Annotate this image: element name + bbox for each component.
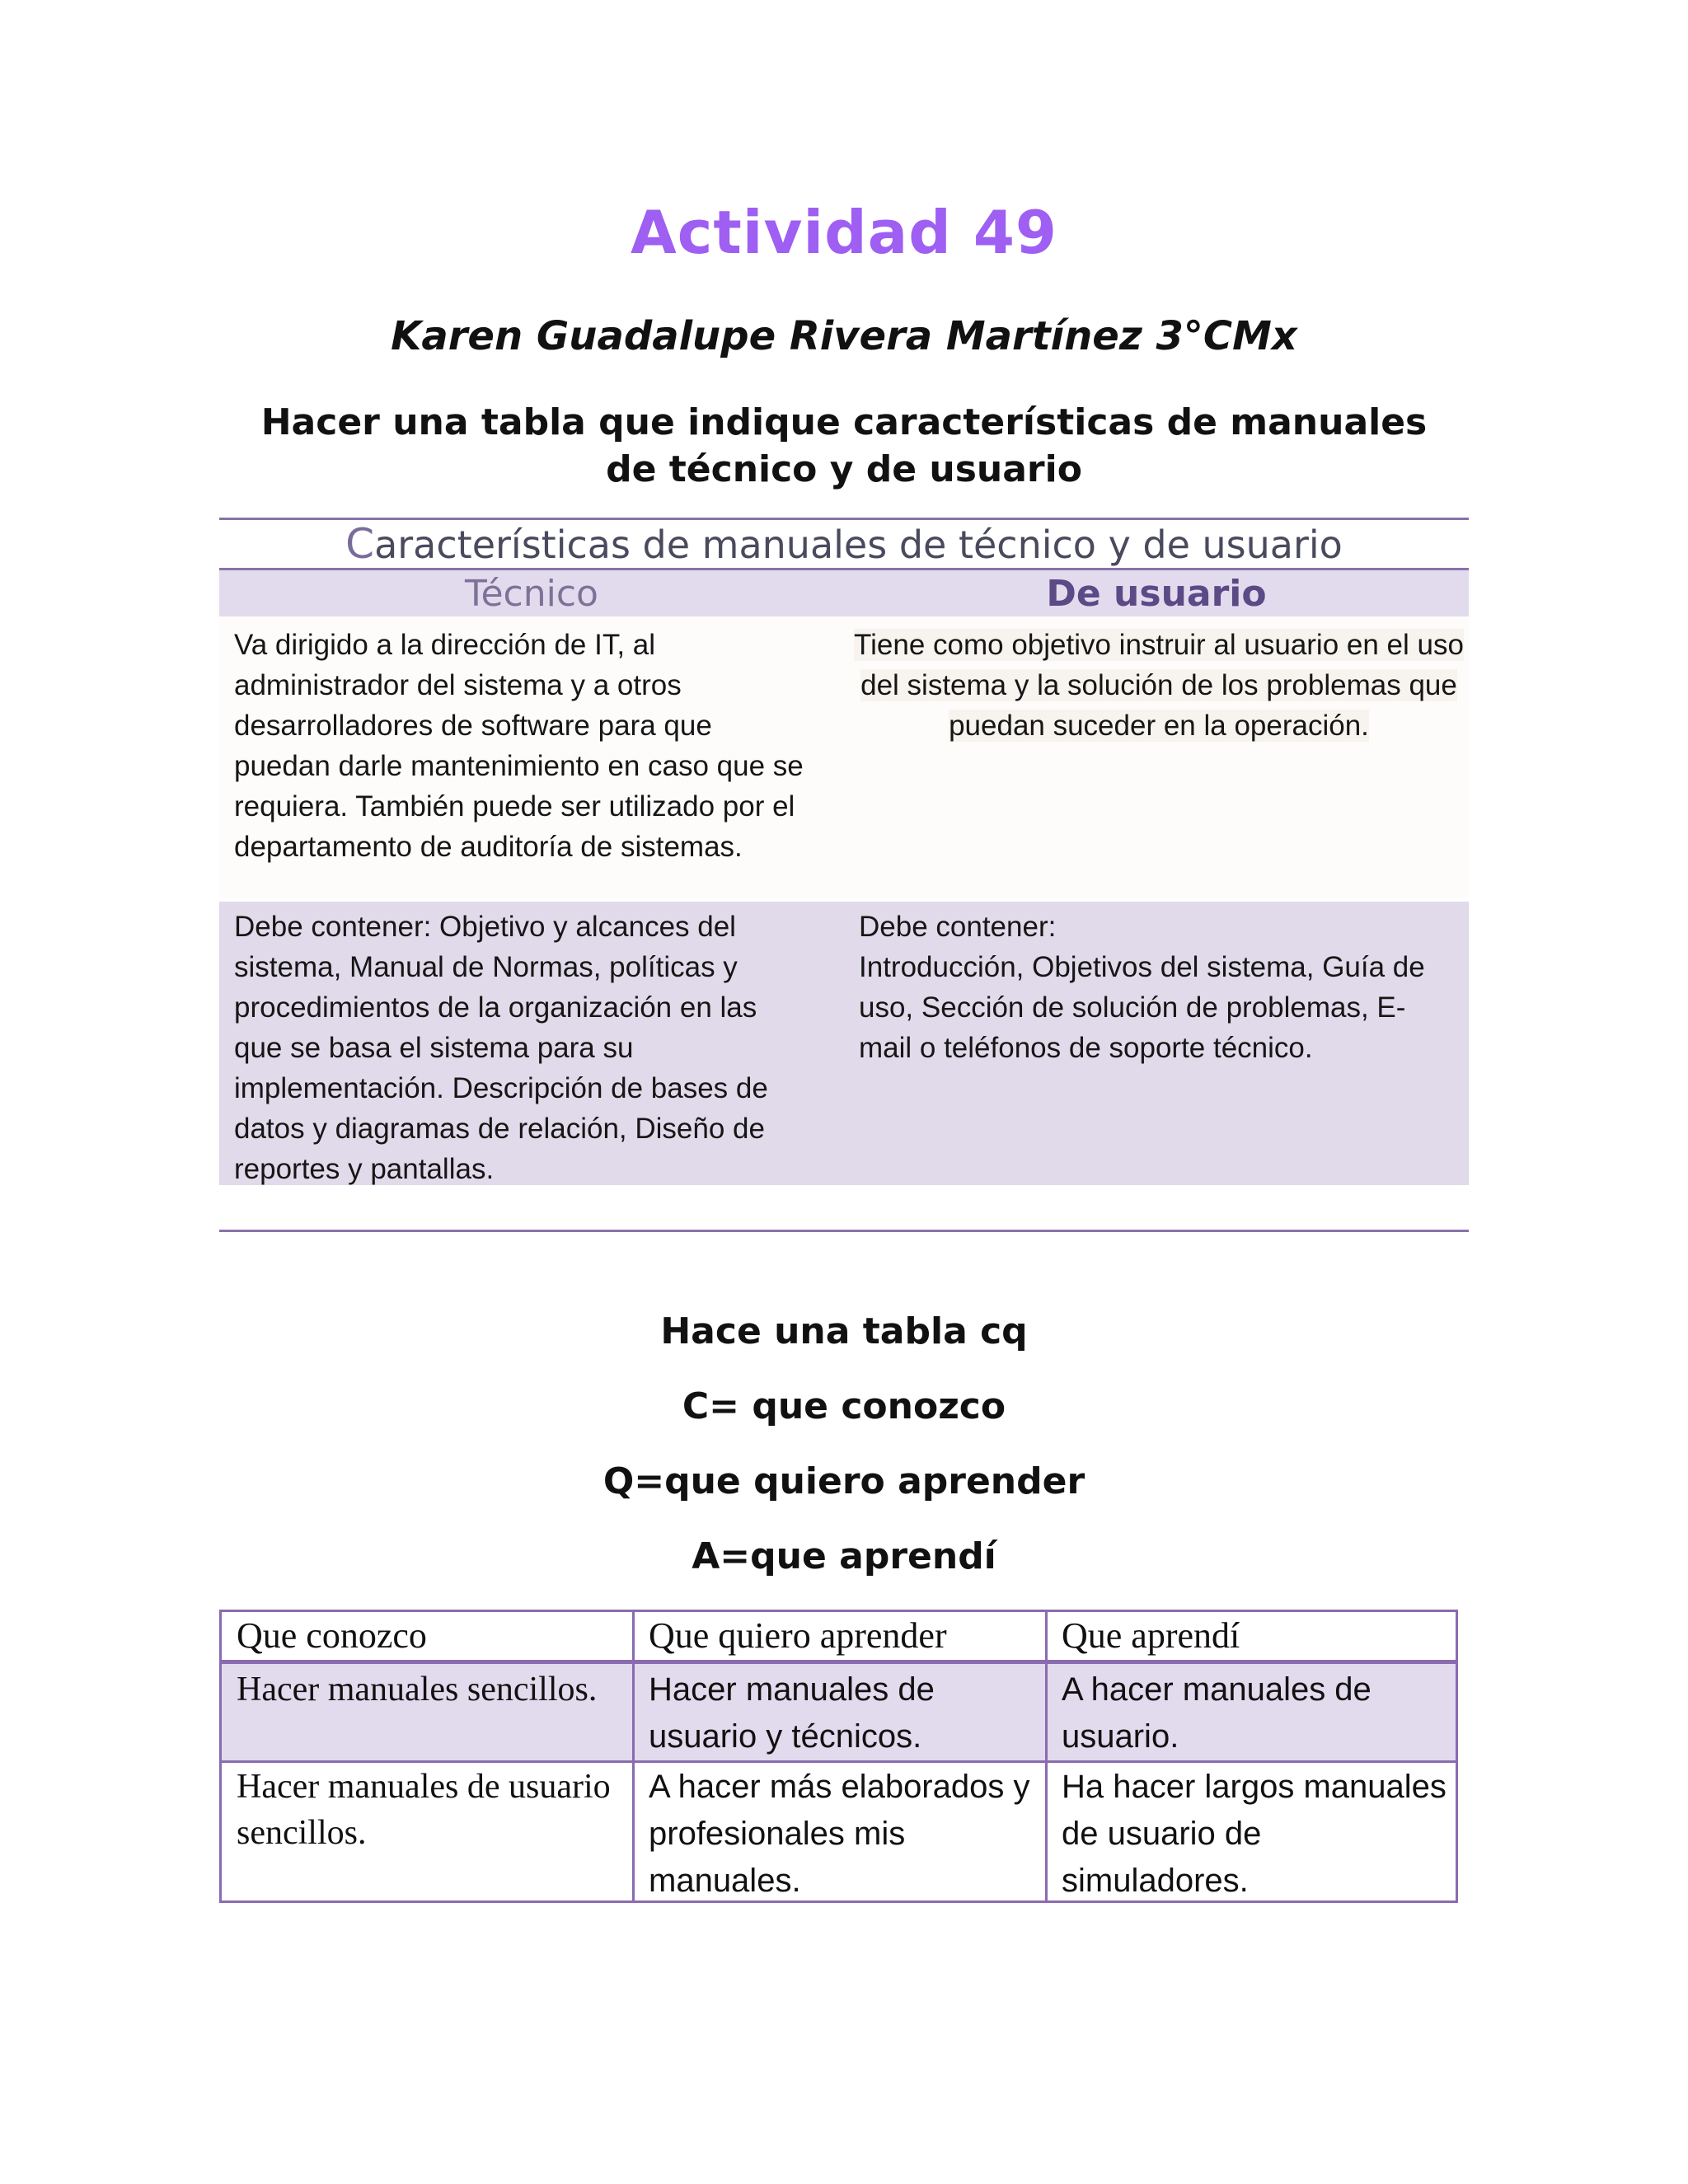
caption-text: aracterísticas de manuales de técnico y de usuario <box>374 523 1343 567</box>
cqa-heading: Hace una tabla cq <box>660 1310 1028 1352</box>
header-que-quiero-aprender: Que quiero aprender <box>649 1615 947 1656</box>
cell-row1-conozco: Hacer manuales sencillos. <box>237 1671 598 1708</box>
column-divider <box>1045 1612 1048 1900</box>
header-que-conozco: Que conozco <box>237 1615 427 1656</box>
cqa-a-definition: A=que aprendí <box>692 1535 996 1577</box>
header-que-aprendi: Que aprendí <box>1062 1615 1240 1656</box>
cell-usuario-objective-text: Tiene como objetivo instruir al usuario en el uso del sistema y la solución de los problemas que puedan suceder en la operación. <box>854 629 1464 742</box>
cell-usuario-objective <box>854 625 1464 746</box>
task-instruction: Hacer una tabla que indique características de manuales de técnico y de usuario <box>260 401 1428 490</box>
author-name: Karen Guadalupe Rivera Martínez 3°CMx <box>391 313 1297 359</box>
cell-usuario-contents <box>859 907 1452 1068</box>
cell-row1-quiero: Hacer manuales de usuario y técnicos. <box>649 1671 935 1755</box>
cell-tecnico-contents: Debe contener: Objetivo y alcances del sistema, Manual de Normas, políticas y procedimientos de la organización en las que se basa el sistema para su implementación. Descripción de bases de datos y diagramas de relación, Diseño de reportes y pantallas. <box>234 911 768 1185</box>
column-divider <box>632 1612 635 1900</box>
cell-row2-conozco: Hacer manuales de usuario sencillos. <box>237 1768 611 1852</box>
table-bottom-rule <box>219 1230 1469 1232</box>
caption-initial: C <box>345 520 375 568</box>
header-tecnico: Técnico <box>465 573 598 615</box>
cell-row2-aprendi: Ha hacer largos manuales de usuario de simuladores. <box>1062 1769 1447 1899</box>
cqa-q-definition: Q=que quiero aprender <box>603 1460 1085 1502</box>
header-divider <box>222 1660 1456 1664</box>
cell-usuario-contents-label: Debe contener: <box>859 911 1057 943</box>
table-top-rule <box>219 518 1469 520</box>
header-de-usuario: De usuario <box>1046 573 1267 615</box>
cell-row1-aprendi: A hacer manuales de usuario. <box>1062 1671 1372 1755</box>
cell-usuario-contents-text: Introducción, Objetivos del sistema, Guía de uso, Sección de solución de problemas, E-mail o teléfonos de soporte técnico. <box>859 951 1425 1064</box>
cell-tecnico-audience: Va dirigido a la dirección de IT, al administrador del sistema y a otros desarrolladores de software para que puedan darle mantenimiento en caso que se requiera. También puede ser utilizado por el departamento de auditoría de sistemas. <box>234 629 804 863</box>
table-header-row <box>219 570 1469 616</box>
page-title: Actividad 49 <box>630 198 1058 267</box>
cell-row2-quiero: A hacer más elaborados y profesionales mis manuales. <box>649 1769 1030 1899</box>
cqa-table <box>219 1610 1458 1903</box>
row-divider <box>222 1760 1456 1763</box>
table-caption <box>219 521 1469 567</box>
cqa-c-definition: C= que conozco <box>682 1385 1006 1427</box>
